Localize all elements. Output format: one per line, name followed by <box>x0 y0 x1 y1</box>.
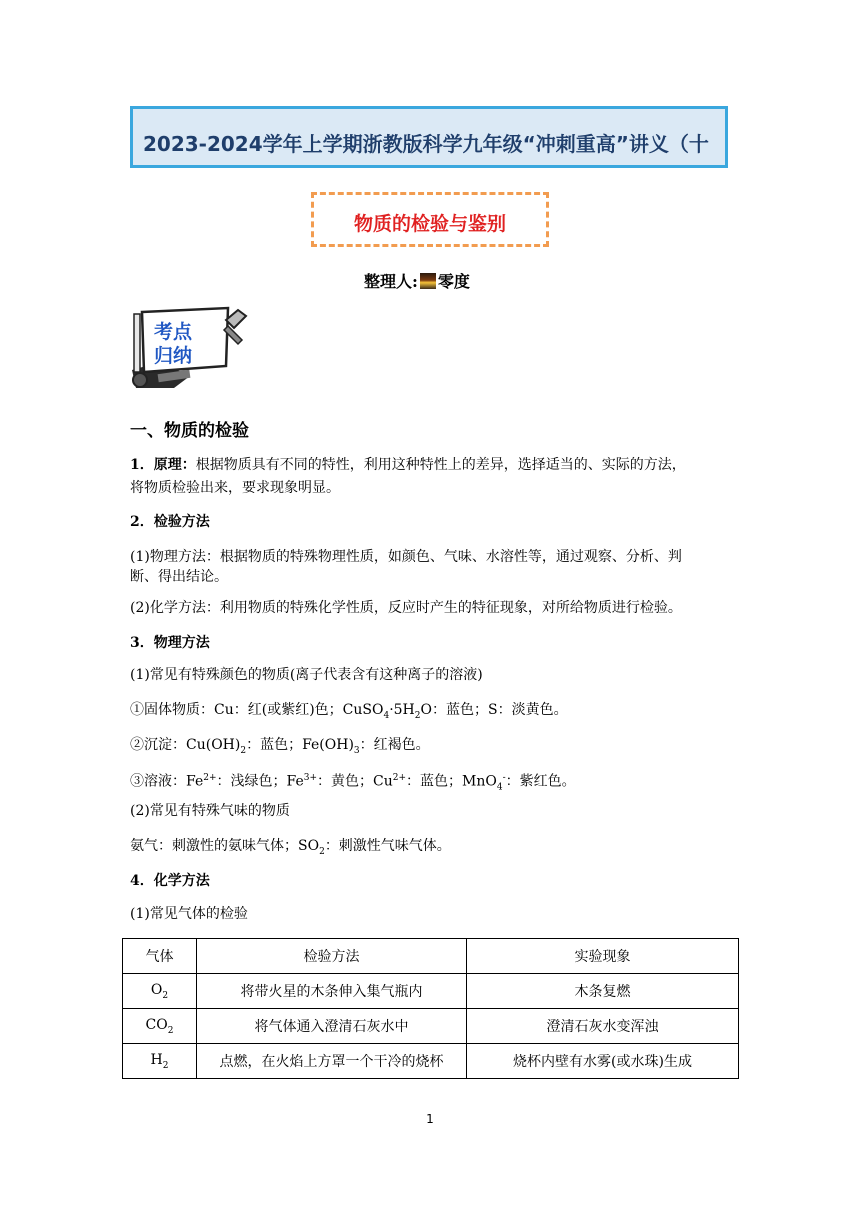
precip-text-a: ②沉淀：Cu(OH) <box>130 737 241 753</box>
table-header-cell: 检验方法 <box>197 939 467 974</box>
precip-text-c: ：红褐色。 <box>359 737 430 753</box>
title-banner <box>130 106 728 168</box>
solution-text-3: ：黄色；Cu <box>317 773 393 790</box>
author-label: 整理人: <box>364 272 418 291</box>
chemical-heading: 4．化学方法 <box>130 873 210 889</box>
solution-text-2: ：浅绿色；Fe <box>216 773 304 790</box>
method-cell: 将气体通入澄清石灰水中 <box>197 1009 467 1044</box>
solid-text-b: ·5H <box>389 702 415 718</box>
solution-text-5: ：紫红色。 <box>505 773 576 790</box>
solid-text-c: O：蓝色；S：淡黄色。 <box>420 702 568 718</box>
page-number: 1 <box>426 1112 434 1126</box>
badge-line2: 归纳 <box>154 345 193 367</box>
topic-title: 物质的检验与鉴别 <box>353 213 506 235</box>
gas-cell <box>123 1009 197 1044</box>
solid-text-a: ①固体物质：Cu：红(或紫红)色；CuSO <box>130 702 384 718</box>
badge-line1: 考点 <box>154 321 193 343</box>
gas-intro: (1)常见气体的检验 <box>130 906 248 922</box>
color-intro: (1)常见有特殊颜色的物质(离子代表含有这种离子的溶液) <box>130 667 483 683</box>
solid-colors <box>130 699 730 728</box>
solution-sup-2: 3+ <box>303 773 318 783</box>
result-cell: 烧杯内壁有水雾(或水珠)生成 <box>467 1044 739 1079</box>
section-heading: 一、物质的检验 <box>130 421 249 441</box>
gas-cell <box>123 974 197 1009</box>
precip-sub-1: 2 <box>240 745 247 756</box>
odor-sub: 2 <box>319 846 325 857</box>
solution-sub-4: 4 <box>496 782 503 793</box>
table-row <box>123 1009 739 1044</box>
table-header-cell: 气体 <box>123 939 197 974</box>
methods-heading: 2．检验方法 <box>130 514 210 530</box>
principle-label: 1．原理： <box>130 457 196 473</box>
precip-text-b: ：蓝色；Fe(OH) <box>246 737 354 753</box>
odor-substances <box>130 835 730 864</box>
gas-subscript: 2 <box>167 1025 174 1036</box>
solid-sub-2: 2 <box>414 710 421 721</box>
solution-colors <box>130 767 730 799</box>
physical-heading: 3．物理方法 <box>130 635 210 651</box>
topic-box <box>311 192 549 247</box>
table-header-row <box>123 939 739 974</box>
gas-detection-table <box>122 938 739 1079</box>
table-header-cell: 实验现象 <box>467 939 739 974</box>
solution-text-1: ③溶液：Fe <box>130 773 204 790</box>
table-row <box>123 1044 739 1079</box>
method-cell: 将带火星的木条伸入集气瓶内 <box>197 974 467 1009</box>
solution-sup-1: 2+ <box>203 773 217 783</box>
physical-method-1: (1)物理方法：根据物质的特殊物理性质，如颜色、气味、水溶性等，通过观察、分析、判 <box>130 549 682 565</box>
principle-text-1: 根据物质具有不同的特性，利用这种特性上的差异，选择适当的、实际的方法， <box>195 457 686 473</box>
odor-intro: (2)常见有特殊气味的物质 <box>130 803 290 819</box>
principle-text-2: 将物质检验出来，要求现象明显。 <box>130 480 340 496</box>
method-cell: 点燃，在火焰上方罩一个干冷的烧杯 <box>197 1044 467 1079</box>
gas-formula: O <box>150 981 163 998</box>
gas-formula: H <box>150 1051 163 1068</box>
gas-subscript: 2 <box>162 990 169 1001</box>
solution-sup-4: - <box>502 773 506 783</box>
result-cell: 木条复燃 <box>467 974 739 1009</box>
solution-text-4: ：蓝色；MnO <box>406 773 497 790</box>
table-row <box>123 974 739 1009</box>
author-name: 零度 <box>437 272 470 291</box>
precip-sub-2: 3 <box>353 745 360 756</box>
precipitate-colors <box>130 734 730 763</box>
gas-formula: CO <box>145 1016 168 1033</box>
solid-sub-1: 4 <box>383 710 390 721</box>
principle-paragraph <box>130 454 730 477</box>
author-line <box>364 269 470 292</box>
document-title: 2023-2024学年上学期浙教版科学九年级“冲刺重高”讲义（十 <box>143 132 709 156</box>
gas-cell <box>123 1044 197 1079</box>
physical-method-2: 断、得出结论。 <box>130 569 228 585</box>
odor-text-a: 氨气：刺激性的氨味气体；SO <box>130 838 320 854</box>
result-cell: 澄清石灰水变浑浊 <box>467 1009 739 1044</box>
chemical-method: (2)化学方法：利用物质的特殊化学性质，反应时产生的特征现象，对所给物质进行检验。 <box>130 600 682 616</box>
gas-subscript: 2 <box>162 1060 169 1071</box>
solution-sup-3: 2+ <box>392 773 407 783</box>
sunset-icon <box>420 273 436 289</box>
notebook-pen-icon <box>130 306 248 390</box>
odor-text-b: ：刺激性气味气体。 <box>324 838 451 854</box>
